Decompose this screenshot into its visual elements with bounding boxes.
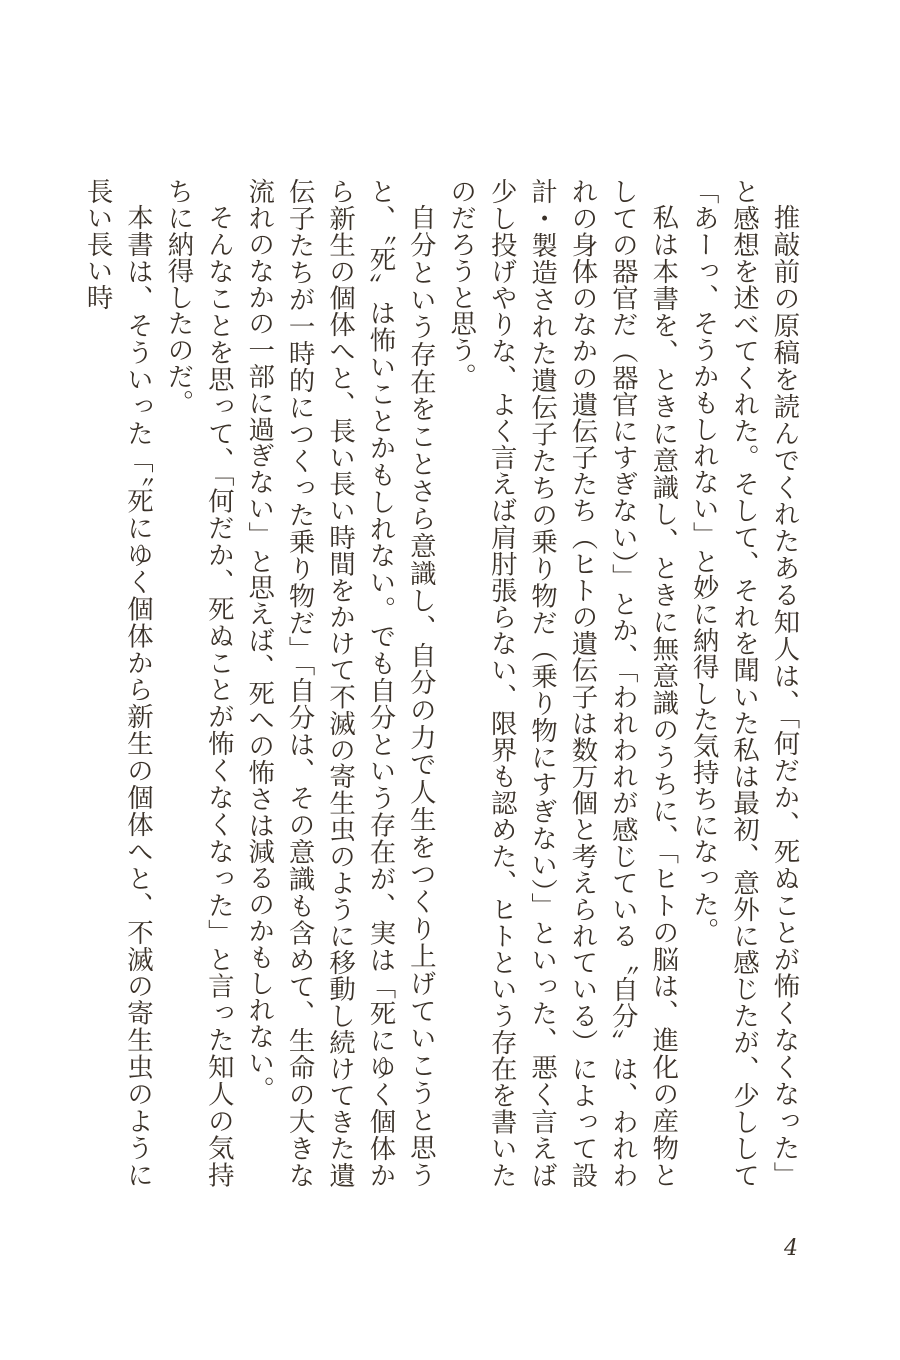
- paragraph-5: 本書は、そういった「〝死にゆく個体から新生の個体へと、不滅の寄生虫のように長い長い時: [82, 178, 154, 1188]
- paragraph-2: 私は本書を、ときに意識し、ときに無意識のうちに、「ヒトの脳は、進化の産物としての器官だ（器官にすぎない）」とか、「われわれが感じている〝自分〟は、われわれの身体のなかの遺伝子たち（ヒトの遺伝子は数万個と考えられている）によって設計・製造された遺伝子たちの乗り物だ（乗り物にすぎない）」といった、悪く言えば少し投げやりな、よく言えば肩肘張らない、限界も認めた、ヒトという存在を書いたのだろうと思う。: [445, 178, 679, 1188]
- paragraph-4: そんなことを思って、「何だか、死ぬことが怖くなくなった」と言った知人の気持ちに納得したのだ。: [162, 178, 235, 1188]
- paragraph-1: 推敲前の原稿を読んでくれたある知人は、「何だか、死ぬことが怖くなくなった」と感想を述べてくれた。そして、それを聞いた私は最初、意外に感じたが、少しして「あーっ、そうかもしれない」と妙に納得した気持ちになった。: [688, 178, 800, 1188]
- page-number: 4: [784, 1236, 798, 1261]
- vertical-text-body: [82, 178, 804, 1188]
- paragraph-3: 自分という存在をことさら意識し、自分の力で人生をつくり上げていこうと思うと、〝死〟は怖いことかもしれない。でも自分という存在が、実は「死にゆく個体から新生の個体へと、長い長い時間をかけて不滅の寄生虫のように移動し続けてきた遺伝子たちが一時的につくった乗り物だ」「自分は、その意識も含めて、生命の大きな流れのなかの一部に過ぎない」と思えば、死への怖さは減るのかもしれない。: [243, 178, 437, 1188]
